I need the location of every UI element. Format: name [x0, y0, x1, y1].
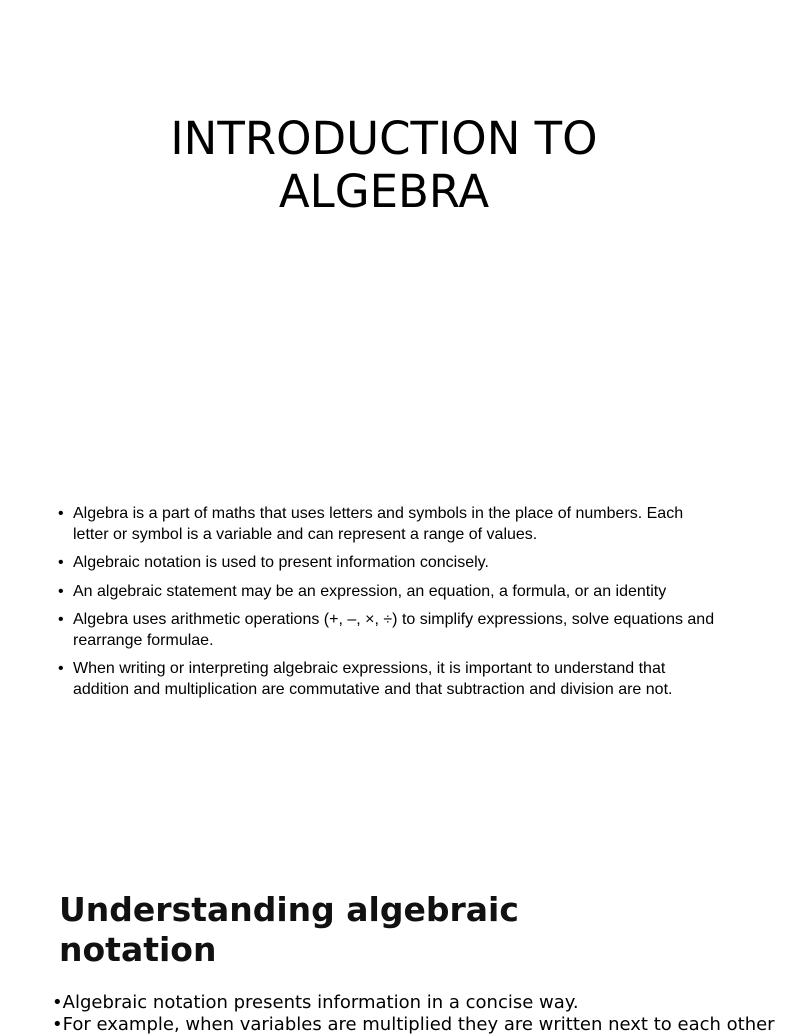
- bullet-icon: •: [58, 505, 64, 522]
- bullet-text: Algebra uses arithmetic operations (+, –, ×, ÷) to simplify expressions, solve equations and rearrange formulae.: [73, 611, 715, 649]
- title-slide: [0, 0, 768, 480]
- notation-bullet-list: [52, 992, 792, 1036]
- bullet-icon: •: [58, 611, 64, 628]
- overview-slide: [0, 480, 768, 870]
- bullet-text: Algebraic notation presents information in a concise way.: [62, 992, 579, 1013]
- bullet-item: [58, 553, 718, 574]
- slide-title-line-1: INTRODUCTION TO: [170, 112, 598, 165]
- bullet-text: For example, when variables are multiplied they are written next to each other: [62, 1014, 775, 1035]
- overview-bullet-list: [58, 504, 718, 708]
- slide-title-line-2: ALGEBRA: [278, 165, 490, 218]
- bullet-text: Algebraic notation is used to present information concisely.: [73, 554, 489, 571]
- bullet-icon: •: [52, 1014, 63, 1035]
- bullet-icon: •: [58, 554, 64, 571]
- bullet-text: An algebraic statement may be an expression, an equation, a formula, or an identity: [73, 582, 667, 600]
- bullet-icon: •: [52, 992, 63, 1013]
- bullet-item: [58, 504, 718, 545]
- bullet-item: [58, 582, 718, 603]
- bullet-text: Algebra is a part of maths that uses letters and symbols in the place of numbers. Each letter or symbol is a variable and can represent a range of values.: [73, 505, 684, 543]
- bullet-item: [52, 992, 792, 1014]
- bullet-item: [58, 610, 718, 651]
- bullet-item: [58, 659, 718, 700]
- slide-title: [0, 112, 768, 218]
- bullet-item: [52, 1014, 792, 1036]
- bullet-icon: •: [58, 660, 64, 677]
- bullet-icon: •: [58, 582, 64, 600]
- section-heading: Understanding algebraic notation: [59, 890, 519, 969]
- notation-slide: [0, 870, 775, 1035]
- bullet-text: When writing or interpreting algebraic expressions, it is important to understand that addition and multiplication are commutative and that subtraction and division are not.: [73, 660, 673, 698]
